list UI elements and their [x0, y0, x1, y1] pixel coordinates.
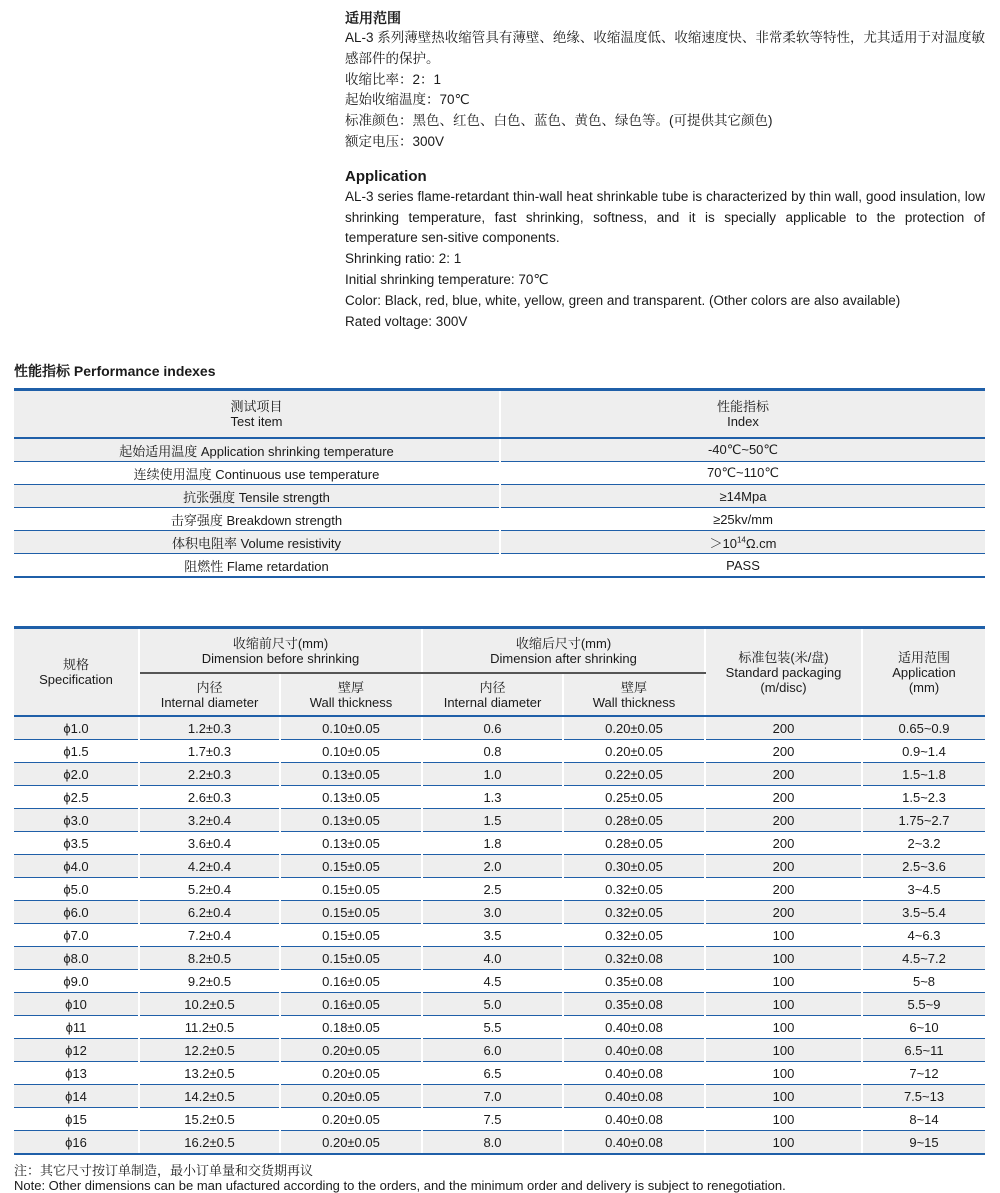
spec-head-wall-en: Wall thickness	[592, 694, 676, 710]
application-range: 6.5~11	[862, 1039, 985, 1062]
en-shrink-ratio: Shrinking ratio: 2: 1	[345, 251, 462, 267]
spec-head-wall-cn: 壁厚	[337, 679, 364, 695]
application-range: 2~3.2	[862, 832, 985, 855]
before-internal-diameter: 10.2±0.5	[139, 993, 280, 1016]
before-internal-diameter: 9.2±0.5	[139, 970, 280, 993]
before-internal-diameter: 13.2±0.5	[139, 1062, 280, 1085]
en-voltage: Rated voltage: 300V	[345, 313, 468, 329]
before-internal-diameter: 2.6±0.3	[139, 786, 280, 809]
performance-title: 性能指标 Performance indexes	[14, 363, 216, 379]
after-internal-diameter: 6.0	[422, 1039, 563, 1062]
after-internal-diameter: 6.5	[422, 1062, 563, 1085]
spec-head-before-wall	[280, 673, 422, 716]
standard-packaging: 100	[705, 924, 862, 947]
before-internal-diameter: 2.2±0.3	[139, 763, 280, 786]
after-internal-diameter: 7.5	[422, 1108, 563, 1131]
before-internal-diameter: 15.2±0.5	[139, 1108, 280, 1131]
table-row	[14, 485, 985, 508]
perf-head-index	[500, 390, 985, 439]
table-row	[14, 786, 985, 809]
resistivity-unit: Ω.cm	[745, 535, 777, 551]
cn-colors: 标准颜色：黑色、红色、白色、蓝色、黄色、绿色等。(可提供其它颜色)	[345, 113, 773, 129]
application-range: 6~10	[862, 1016, 985, 1039]
spec-head-spec	[14, 628, 139, 717]
spec-size: ϕ14	[14, 1085, 139, 1108]
standard-packaging: 200	[705, 716, 862, 740]
perf-item: 起始适用温度 Application shrinking temperature	[14, 438, 500, 462]
standard-packaging: 100	[705, 993, 862, 1016]
spec-size: ϕ1.0	[14, 716, 139, 740]
after-internal-diameter: 1.0	[422, 763, 563, 786]
spec-size: ϕ3.0	[14, 809, 139, 832]
after-wall-thickness: 0.32±0.08	[563, 947, 705, 970]
spec-head-pack-cn: 标准包装(米/盘)	[738, 649, 829, 665]
after-internal-diameter: 0.6	[422, 716, 563, 740]
spec-head-before-en: Dimension before shrinking	[201, 650, 360, 666]
before-internal-diameter: 7.2±0.4	[139, 924, 280, 947]
spec-size: ϕ3.5	[14, 832, 139, 855]
en-block	[345, 167, 985, 333]
note-en: Note: Other dimensions can be man ufactured according to the orders, and the minimum order and delivery is subject to renegotiation.	[14, 1178, 786, 1193]
perf-value: -40℃~50℃	[500, 438, 985, 462]
before-internal-diameter: 1.7±0.3	[139, 740, 280, 763]
after-internal-diameter: 8.0	[422, 1131, 563, 1155]
before-wall-thickness: 0.20±0.05	[280, 1085, 422, 1108]
application-range: 9~15	[862, 1131, 985, 1155]
table-row	[14, 1039, 985, 1062]
before-wall-thickness: 0.16±0.05	[280, 993, 422, 1016]
spec-head-pack-unit: (m/disc)	[760, 679, 807, 695]
spec-size: ϕ5.0	[14, 878, 139, 901]
perf-item: 抗张强度 Tensile strength	[14, 485, 500, 508]
intro-section	[345, 8, 985, 332]
after-internal-diameter: 5.5	[422, 1016, 563, 1039]
before-wall-thickness: 0.13±0.05	[280, 763, 422, 786]
standard-packaging: 100	[705, 1039, 862, 1062]
application-range: 4.5~7.2	[862, 947, 985, 970]
standard-packaging: 200	[705, 740, 862, 763]
perf-item: 击穿强度 Breakdown strength	[14, 508, 500, 531]
standard-packaging: 200	[705, 901, 862, 924]
spec-size: ϕ10	[14, 993, 139, 1016]
spec-head-id-cn: 内径	[479, 679, 506, 695]
spec-head-spec-en: Specification	[39, 672, 113, 687]
perf-item: 阻燃性 Flame retardation	[14, 554, 500, 578]
after-internal-diameter: 1.5	[422, 809, 563, 832]
spec-size: ϕ12	[14, 1039, 139, 1062]
after-wall-thickness: 0.22±0.05	[563, 763, 705, 786]
after-wall-thickness: 0.40±0.08	[563, 1062, 705, 1085]
cn-section-title: 适用范围	[345, 10, 401, 26]
en-shrink-temp: Initial shrinking temperature: 70℃	[345, 271, 549, 287]
before-wall-thickness: 0.20±0.05	[280, 1108, 422, 1131]
perf-value	[500, 531, 985, 554]
after-wall-thickness: 0.28±0.05	[563, 809, 705, 832]
after-wall-thickness: 0.40±0.08	[563, 1039, 705, 1062]
spec-body	[14, 716, 985, 1154]
table-row	[14, 462, 985, 485]
before-wall-thickness: 0.20±0.05	[280, 1039, 422, 1062]
perf-item: 体积电阻率 Volume resistivity	[14, 531, 500, 554]
table-row	[14, 1085, 985, 1108]
spec-head-wall-cn: 壁厚	[620, 679, 647, 695]
table-row	[14, 763, 985, 786]
after-wall-thickness: 0.35±0.08	[563, 970, 705, 993]
after-internal-diameter: 0.8	[422, 740, 563, 763]
specification-table	[14, 626, 985, 1155]
spec-head-before-cn: 收缩前尺寸(mm)	[232, 635, 329, 651]
perf-head-item-cn: 测试项目	[230, 399, 283, 414]
spec-size: ϕ2.5	[14, 786, 139, 809]
after-wall-thickness: 0.20±0.05	[563, 716, 705, 740]
before-wall-thickness: 0.20±0.05	[280, 1062, 422, 1085]
after-wall-thickness: 0.35±0.08	[563, 993, 705, 1016]
after-wall-thickness: 0.32±0.05	[563, 901, 705, 924]
perf-value: ≥14Mpa	[500, 485, 985, 508]
standard-packaging: 200	[705, 809, 862, 832]
table-row	[14, 740, 985, 763]
application-range: 0.9~1.4	[862, 740, 985, 763]
standard-packaging: 100	[705, 947, 862, 970]
perf-item: 连续使用温度 Continuous use temperature	[14, 462, 500, 485]
spec-size: ϕ16	[14, 1131, 139, 1155]
table-row	[14, 508, 985, 531]
before-internal-diameter: 3.6±0.4	[139, 832, 280, 855]
before-internal-diameter: 12.2±0.5	[139, 1039, 280, 1062]
table-row	[14, 531, 985, 554]
resistivity-prefix: ＞10	[709, 535, 737, 551]
spec-head-app-cn: 适用范围	[897, 649, 950, 665]
table-row	[14, 993, 985, 1016]
before-wall-thickness: 0.13±0.05	[280, 809, 422, 832]
application-range: 3~4.5	[862, 878, 985, 901]
application-range: 3.5~5.4	[862, 901, 985, 924]
note-cn: 注：其它尺寸按订单制造，最小订单量和交货期再议	[14, 1163, 314, 1178]
en-colors: Color: Black, red, blue, white, yellow, green and transparent. (Other colors are also available)	[345, 292, 901, 308]
table-row	[14, 1131, 985, 1155]
spec-head-app-unit: (mm)	[908, 679, 940, 695]
spec-head-after-en: Dimension after shrinking	[490, 650, 637, 666]
spec-head-app-en: Application	[892, 664, 956, 680]
spec-head-id-en: Internal diameter	[160, 694, 259, 710]
perf-head-item-en: Test item	[230, 414, 283, 429]
application-range: 7.5~13	[862, 1085, 985, 1108]
before-wall-thickness: 0.20±0.05	[280, 1131, 422, 1155]
table-row	[14, 924, 985, 947]
standard-packaging: 100	[705, 1085, 862, 1108]
after-wall-thickness: 0.40±0.08	[563, 1085, 705, 1108]
spec-head-pack	[705, 628, 862, 717]
spec-size: ϕ4.0	[14, 855, 139, 878]
table-row	[14, 832, 985, 855]
standard-packaging: 100	[705, 970, 862, 993]
standard-packaging: 200	[705, 855, 862, 878]
before-internal-diameter: 3.2±0.4	[139, 809, 280, 832]
spec-size: ϕ8.0	[14, 947, 139, 970]
spec-size: ϕ9.0	[14, 970, 139, 993]
before-wall-thickness: 0.10±0.05	[280, 716, 422, 740]
table-row	[14, 1062, 985, 1085]
perf-value: PASS	[500, 554, 985, 578]
table-row	[14, 1016, 985, 1039]
after-internal-diameter: 4.0	[422, 947, 563, 970]
perf-head-item	[14, 390, 500, 439]
standard-packaging: 100	[705, 1131, 862, 1155]
spec-head-after-id	[422, 673, 563, 716]
after-internal-diameter: 2.5	[422, 878, 563, 901]
application-range: 5.5~9	[862, 993, 985, 1016]
spec-size: ϕ6.0	[14, 901, 139, 924]
after-wall-thickness: 0.20±0.05	[563, 740, 705, 763]
spec-head-after-wall	[563, 673, 705, 716]
after-internal-diameter: 3.0	[422, 901, 563, 924]
perf-value: ≥25kv/mm	[500, 508, 985, 531]
performance-table	[14, 388, 985, 578]
spec-head-after-cn: 收缩后尺寸(mm)	[515, 635, 612, 651]
after-internal-diameter: 4.5	[422, 970, 563, 993]
table-row	[14, 438, 985, 462]
perf-value: 70℃~110℃	[500, 462, 985, 485]
table-row	[14, 970, 985, 993]
standard-packaging: 200	[705, 786, 862, 809]
spec-size: ϕ7.0	[14, 924, 139, 947]
spec-head-spec-cn: 规格	[62, 657, 89, 672]
en-section-title: Application	[345, 167, 427, 185]
cn-description: AL-3 系列薄壁热收缩管具有薄壁、绝缘、收缩温度低、收缩速度快、非常柔软等特性，尤其适用于对温度敏感部件的保护。	[345, 30, 985, 66]
standard-packaging: 200	[705, 763, 862, 786]
spec-head-before-id	[139, 673, 280, 716]
spec-size: ϕ15	[14, 1108, 139, 1131]
after-internal-diameter: 1.3	[422, 786, 563, 809]
after-wall-thickness: 0.25±0.05	[563, 786, 705, 809]
table-row	[14, 878, 985, 901]
resistivity-exponent: 14	[736, 535, 746, 545]
before-wall-thickness: 0.13±0.05	[280, 832, 422, 855]
notes	[14, 1163, 786, 1193]
spec-size: ϕ1.5	[14, 740, 139, 763]
before-internal-diameter: 16.2±0.5	[139, 1131, 280, 1155]
standard-packaging: 100	[705, 1062, 862, 1085]
application-range: 1.5~1.8	[862, 763, 985, 786]
after-wall-thickness: 0.32±0.05	[563, 878, 705, 901]
before-internal-diameter: 1.2±0.3	[139, 716, 280, 740]
after-wall-thickness: 0.40±0.08	[563, 1131, 705, 1155]
after-internal-diameter: 1.8	[422, 832, 563, 855]
standard-packaging: 200	[705, 832, 862, 855]
application-range: 5~8	[862, 970, 985, 993]
perf-head-index-en: Index	[727, 414, 759, 429]
after-wall-thickness: 0.32±0.05	[563, 924, 705, 947]
spec-size: ϕ13	[14, 1062, 139, 1085]
table-row	[14, 809, 985, 832]
table-row	[14, 901, 985, 924]
after-internal-diameter: 2.0	[422, 855, 563, 878]
application-range: 0.65~0.9	[862, 716, 985, 740]
table-row	[14, 855, 985, 878]
application-range: 1.75~2.7	[862, 809, 985, 832]
before-wall-thickness: 0.13±0.05	[280, 786, 422, 809]
standard-packaging: 100	[705, 1016, 862, 1039]
before-wall-thickness: 0.15±0.05	[280, 924, 422, 947]
standard-packaging: 200	[705, 878, 862, 901]
application-range: 4~6.3	[862, 924, 985, 947]
before-wall-thickness: 0.15±0.05	[280, 855, 422, 878]
standard-packaging: 100	[705, 1108, 862, 1131]
perf-head-index-cn: 性能指标	[716, 399, 769, 414]
after-internal-diameter: 5.0	[422, 993, 563, 1016]
before-internal-diameter: 8.2±0.5	[139, 947, 280, 970]
table-row	[14, 947, 985, 970]
before-internal-diameter: 11.2±0.5	[139, 1016, 280, 1039]
table-row	[14, 716, 985, 740]
application-range: 7~12	[862, 1062, 985, 1085]
before-wall-thickness: 0.15±0.05	[280, 901, 422, 924]
table-row	[14, 1108, 985, 1131]
before-wall-thickness: 0.15±0.05	[280, 878, 422, 901]
spec-head-before	[139, 628, 422, 674]
after-internal-diameter: 7.0	[422, 1085, 563, 1108]
before-internal-diameter: 5.2±0.4	[139, 878, 280, 901]
before-wall-thickness: 0.15±0.05	[280, 947, 422, 970]
before-internal-diameter: 6.2±0.4	[139, 901, 280, 924]
before-wall-thickness: 0.10±0.05	[280, 740, 422, 763]
application-range: 1.5~2.3	[862, 786, 985, 809]
application-range: 8~14	[862, 1108, 985, 1131]
spec-head-id-en: Internal diameter	[443, 694, 542, 710]
after-wall-thickness: 0.30±0.05	[563, 855, 705, 878]
cn-shrink-temp: 起始收缩温度：70℃	[345, 92, 470, 108]
before-wall-thickness: 0.16±0.05	[280, 970, 422, 993]
spec-head-after	[422, 628, 705, 674]
before-internal-diameter: 14.2±0.5	[139, 1085, 280, 1108]
application-range: 2.5~3.6	[862, 855, 985, 878]
spec-head-wall-en: Wall thickness	[309, 694, 393, 710]
before-internal-diameter: 4.2±0.4	[139, 855, 280, 878]
spec-size: ϕ11	[14, 1016, 139, 1039]
spec-head-id-cn: 内径	[196, 679, 223, 695]
spec-size: ϕ2.0	[14, 763, 139, 786]
spec-head-pack-en: Standard packaging	[725, 664, 842, 680]
after-wall-thickness: 0.28±0.05	[563, 832, 705, 855]
en-description: AL-3 series flame-retardant thin-wall heat shrinkable tube is characterized by thin wall, good insulation, low shrinking temperature, fast shrinking, softness, and it is specially applicable to the protection of temperature sen-sitive components.	[345, 188, 985, 246]
table-row	[14, 554, 985, 578]
after-internal-diameter: 3.5	[422, 924, 563, 947]
after-wall-thickness: 0.40±0.08	[563, 1016, 705, 1039]
cn-voltage: 额定电压：300V	[345, 133, 445, 149]
before-wall-thickness: 0.18±0.05	[280, 1016, 422, 1039]
cn-shrink-ratio: 收缩比率：2：1	[345, 71, 442, 87]
after-wall-thickness: 0.40±0.08	[563, 1108, 705, 1131]
spec-head-app	[862, 628, 985, 717]
